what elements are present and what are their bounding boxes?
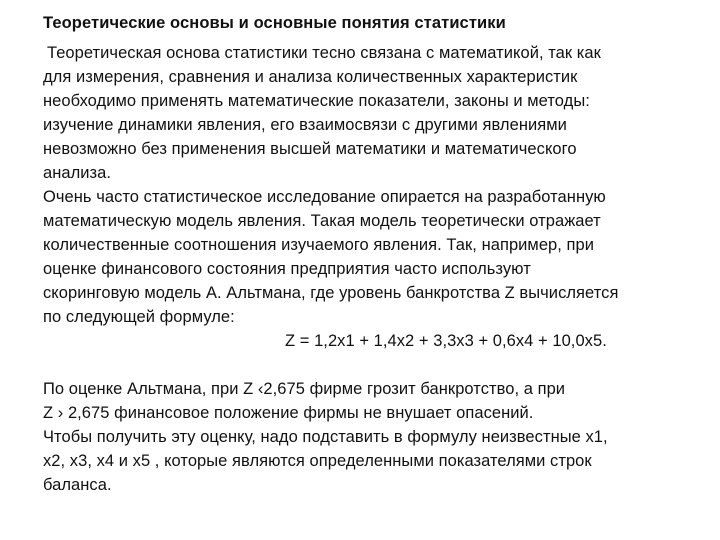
- text-line: Теоретическая основа статистики тесно связана с математикой, так как: [47, 44, 601, 62]
- text-line: для измерения, сравнения и анализа количественных характеристик: [43, 68, 578, 86]
- text-line: Чтобы получить эту оценку, надо подставить в формулу неизвестные х1,: [43, 428, 608, 446]
- slide-title: Теоретические основы и основные понятия статистики: [43, 14, 506, 32]
- text-line: изучение динамики явления, его взаимосвязи с другими явлениями: [43, 116, 567, 134]
- text-line: математическую модель явления. Такая модель теоретически отражает: [43, 212, 601, 230]
- text-line: количественные соотношения изучаемого явления. Так, например, при: [43, 236, 595, 254]
- text-line: оценке финансового состояния предприятия часто используют: [43, 260, 531, 278]
- text-line: по следующей формуле:: [43, 308, 235, 326]
- text-line: Очень часто статистическое исследование опирается на разработанную: [43, 188, 606, 206]
- text-line: невозможно без применения высшей математики и математического: [43, 140, 577, 158]
- altman-formula: Z = 1,2х1 + 1,4х2 + 3,3х3 + 0,6х4 + 10,0х5.: [285, 332, 607, 350]
- text-line: скоринговую модель А. Альтмана, где уровень банкротства Z вычисляется: [43, 284, 619, 302]
- text-line: х2, х3, х4 и х5 , которые являются определенными показателями строк: [43, 452, 592, 470]
- text-line: баланса.: [43, 476, 112, 494]
- text-line: По оценке Альтмана, при Z ‹2,675 фирме грозит банкротство, а при: [43, 380, 566, 398]
- text-line: необходимо применять математические показатели, законы и методы:: [43, 92, 590, 110]
- text-line: Z › 2,675 финансовое положение фирмы не внушает опасений.: [43, 404, 534, 422]
- text-line: анализа.: [43, 164, 112, 182]
